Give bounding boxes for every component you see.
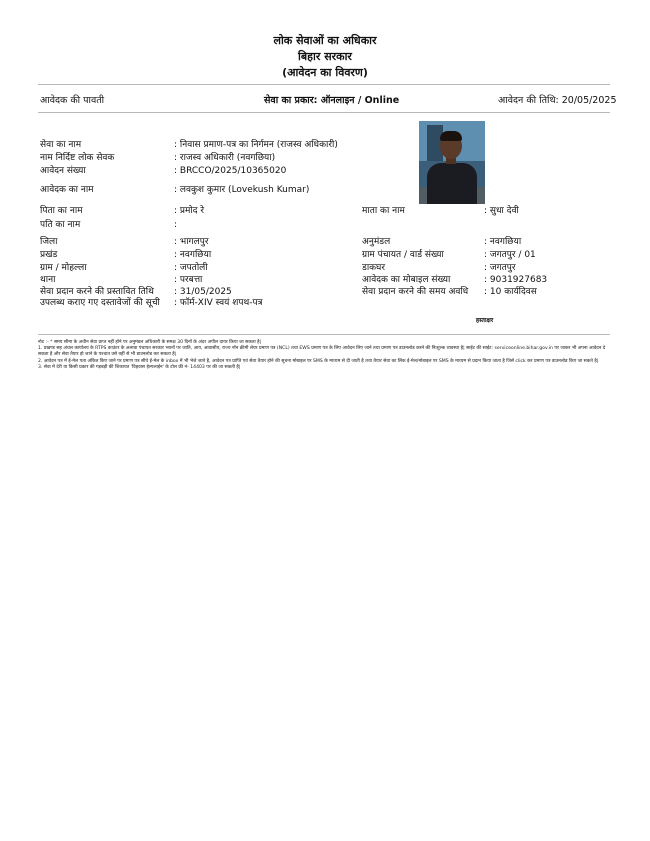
note-line: 1. प्रखण्ड सह अंचल कार्यालय के RTPS काउंटर के अलावा पंचायत सरकार भवनों पर जाति, आय, आवासीय, राज्य नॉन क्रीमी लेयर प्रमाण पत्र (NCL) तथा EWS प्रमाण पत्र के लिए आवेदन लिए जाने तथा प्रमाण पत्र डाउनलोड करने की निःशुल्क व्यवस्था है| साईट की साईट: serviceonline.bihar.gov.in पर जाकर भी अपना आवेदन दे सकता है और सेवा तैयार हो जाने के पश्चात उसे वहीं से भी डाउनलोड कर सकता है| bbox=[38, 346, 606, 358]
applicant-photo bbox=[419, 121, 485, 204]
signature-label: हस्ताक्षर bbox=[476, 317, 494, 324]
documents-label: उपलब्ध कराए गए दस्तावेजों की सूची bbox=[40, 298, 160, 308]
acknowledgement-label: आवेदक की पावती bbox=[40, 95, 105, 106]
panchayat-label: ग्राम पंचायत / वार्ड संख्या bbox=[362, 250, 444, 260]
applicant-name-label: आवेदक का नाम bbox=[40, 185, 94, 195]
district-value: : भागलपुर bbox=[174, 237, 209, 247]
proposed-date-label: सेवा प्रदान करने की प्रस्तावित तिथि bbox=[40, 287, 154, 297]
village-value: : जपतोली bbox=[174, 263, 208, 273]
husband-name-label: पति का नाम bbox=[40, 220, 81, 230]
father-name-value: : प्रमोद रे bbox=[174, 206, 205, 216]
husband-name-value: : bbox=[174, 220, 178, 230]
mother-name-value: : सुधा देवी bbox=[484, 206, 519, 216]
post-office-value: : जगतपुर bbox=[484, 263, 516, 273]
officer-value: : राजस्व अधिकारी (नवगछिया) bbox=[174, 153, 276, 163]
mother-name-label: माता का नाम bbox=[362, 206, 405, 216]
note-line: 2. आवेदन पत्र में ई-मेल पता अंकित किए जाने पर प्रमाण पत्र सीधे ई-मेल के inbox में भी भेजे जाते है, आवेदन पत्र प्राप्ति एवं सेवा तैयार होने की सूचना मोबाइल पर SMS के माध्यम से दी जाती है तथा तैयार सेवा का लिंक ई-मेल/मोबाइल पर SMS के माध्यम से प्रदान किया जाता है जिसे click कर प्रमाण पत्र डाउनलोड किए जा सकते है| bbox=[38, 358, 599, 364]
village-label: ग्राम / मोहल्ला bbox=[40, 263, 87, 273]
header-subtitle: (आवेदन का विवरण) bbox=[282, 66, 368, 79]
mobile-value: : 9031927683 bbox=[484, 275, 548, 285]
officer-label: नाम निर्दिष्ट लोक सेवक bbox=[40, 153, 115, 163]
applicant-name-value: : लवकुश कुमार (Lovekush Kumar) bbox=[174, 185, 310, 195]
divider-notes bbox=[38, 334, 610, 335]
service-name-value: : निवास प्रमाण-पत्र का निर्गमन (राजस्व अधिकारी) bbox=[174, 140, 338, 150]
service-name-label: सेवा का नाम bbox=[40, 140, 82, 150]
father-name-label: पिता का नाम bbox=[40, 206, 83, 216]
header-title: लोक सेवाओं का अधिकार bbox=[273, 34, 377, 47]
subdivision-value: : नवगछिया bbox=[484, 237, 522, 247]
divider-bar bbox=[38, 112, 610, 113]
post-office-label: डाकघर bbox=[362, 263, 386, 273]
documents-value: : फॉर्म-XIV स्वयं शपथ-पत्र bbox=[174, 298, 263, 308]
service-type: सेवा का प्रकार: ऑनलाइन / Online bbox=[264, 95, 400, 106]
service-duration-value: : 10 कार्यदिवस bbox=[484, 287, 537, 297]
block-value: : नवगछिया bbox=[174, 250, 212, 260]
note-line: नोट :- * समय सीमा के अधीन सेवा प्राप्त नहीं होने पर अनुमंडल अधिकारी के समक्ष 30 दिनों के अंदर अपील दायर किया जा सकता है| bbox=[38, 340, 262, 345]
application-number-value: : BRCCO/2025/10365020 bbox=[174, 166, 287, 176]
panchayat-value: : जगतपुर / 01 bbox=[484, 250, 536, 260]
thana-label: थाना bbox=[40, 275, 56, 285]
note-line: 3. सेवा में देरी या किसी प्रकार की गड़बड़ी की शिकायत 'विहवास हेल्पलाईन' के टोल फ्री नं- 14403 पर की जा सकती है| bbox=[38, 364, 241, 370]
block-label: प्रखंड bbox=[40, 250, 58, 260]
application-number-label: आवेदन संख्या bbox=[40, 166, 86, 176]
subdivision-label: अनुमंडल bbox=[362, 237, 391, 247]
thana-value: : परबत्ता bbox=[174, 275, 203, 285]
application-date: आवेदन की तिथि: 20/05/2025 bbox=[498, 95, 617, 106]
header-government: बिहार सरकार bbox=[298, 50, 352, 63]
district-label: जिला bbox=[40, 237, 58, 247]
proposed-date-value: : 31/05/2025 bbox=[174, 287, 232, 297]
mobile-label: आवेदक का मोबाइल संख्या bbox=[362, 275, 451, 285]
notes-section bbox=[38, 340, 612, 371]
service-duration-label: सेवा प्रदान करने की समय अवधि bbox=[362, 287, 469, 297]
divider-top bbox=[38, 84, 610, 85]
